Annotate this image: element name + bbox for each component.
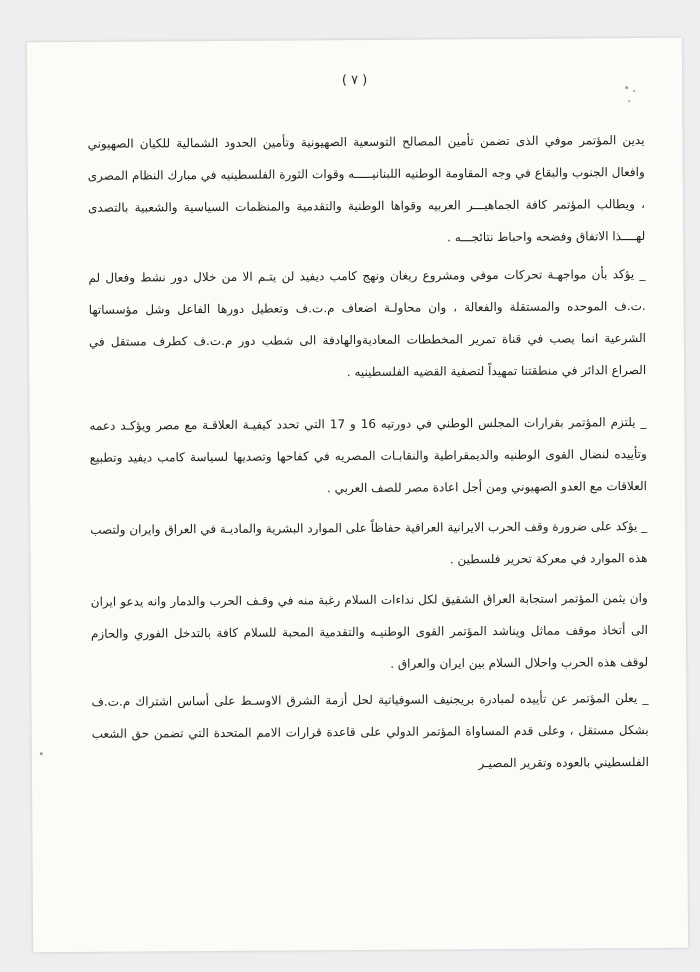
document-body — [87, 124, 649, 782]
paragraph: يدين المؤتمر موفي الذى تضمن تأمين المصالح التوسعية الصهيونية وتأمين الحدود الشمالية للكيان الصهيوني وافعال الجنوب والبقاع في وجه المقاومة الوطنيه اللبنانيـــــه وقوات الثورة الفلسطينيه في مبارك النظام المصرى ، ويطالب المؤتمر كافة الجماهيـــر العربيه وقواها الوطنية والتقدمية والمنظمات السياسية والشعبية بالتصدى لهــــذا الاتفاق وفضحه واحباط نتائجـــه . — [87, 132, 646, 245]
page-number: ( ٧ ) — [341, 72, 368, 89]
paper-speck — [633, 90, 635, 92]
paper-speck — [628, 100, 630, 102]
paragraph: وان يثمن المؤتمر استجابة العراق الشقيق لكل نداءات السلام رغبة منه في وقـف الحرب والدمار وانه يدعو ايران الى أتخاذ موقف مماثل ويناشد المؤتمر القوى الوطنيـه والتقدمية المحبة للسلام كافة بالتدخل الفوري والحازم لوقف هذه الحرب واحلال السلام بين ايران والعراق . — [90, 590, 649, 671]
paper-speck — [40, 752, 43, 755]
paragraph: _ يلتزم المؤتمر بقرارات المجلس الوطني في دورتيه 16 و 17 التي تحدد كيفيـة العلاقـة مع مصر ويؤكـد دعمه وتأييده لنضال القوى الوطنيه والديمقراطية والنقابـات المصريه في كفاحها وتصديها لسياسة كامب ديفيد وتطبيع العلاقات مع العدو الصهيوني ومن أجل اعادة مصر للصف العربي . — [89, 414, 647, 496]
document-page — [27, 38, 688, 953]
paragraph: _ يؤكد بأن مواجهـة تحركات موفي ومشروع ريغان ونهج كامب ديفيد لن يتـم الا من خلال دور نشط وفعال لم .ت.ف الموحده والمستقلة والفعالة ، وان محاولـة اضعاف م.ت.ف وتعطيل دورها الفاعل وشل مؤسساتها الشرعية انما يصب في قناة تمرير المخططات المعاديةوالهادفة الى شطب دور م.ت.ف كطرف مستقل في الصراع الدائر في منطقتنا تمهيداً لتصفية القضيه الفلسطينيه . — [88, 266, 647, 380]
paragraph: _ يعلن المؤتمر عن تأييده لمبادرة بريجنيف السوفياتية لحل أزمة الشرق الاوسـط على أساس اشتراك م.ت.ف بشكل مستقل ، وعلى قدم المساواة المؤتمر الدولي على قاعدة قرارات الامم المتحدة التي تضمن حق الشعب الفلسطيني بالعوده وتقرير المصيـر — [91, 690, 649, 771]
paragraph: _ يؤكد على ضرورة وقف الحرب الايرانية العراقية حفاظاً على الموارد البشرية والماديـة في العراق وايران ولتصب هذه الموارد في معركة تحرير فلسطين . — [90, 518, 648, 567]
paper-speck — [625, 86, 628, 89]
